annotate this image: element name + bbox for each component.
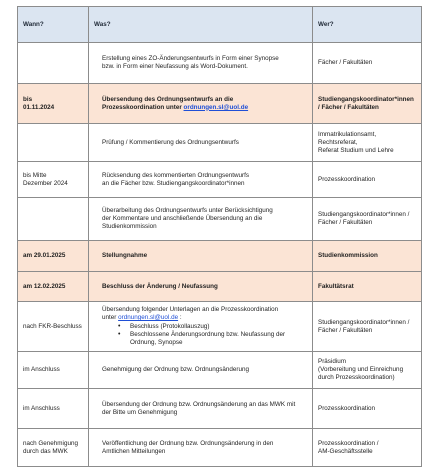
cell-was: Stellungnahme [89,241,313,272]
table-row [18,198,422,241]
table-row [18,162,422,198]
list-item: • Beschlossene Änderungsordnung bzw. Neufassung der Ordnung, Synopse [102,331,307,347]
email-link[interactable]: ordnungen.sl@uol.de [183,103,249,111]
header-was: Was? [89,7,313,43]
cell-wer: Studiengangskoordinator*innen / Fächer / Fakultäten [313,302,422,352]
cell-wann: bis Mitte Dezember 2024 [18,162,89,198]
cell-was: Veröffentlichung der Ordnung bzw. Ordnungsänderung in den Amtlichen Mitteilungen [89,429,313,467]
cell-wer: Studienkommission [313,241,422,272]
cell-wer: Immatrikulationsamt, Rechtsreferat, Referat Studium und Lehre [313,124,422,162]
header-wer: Wer? [313,7,422,43]
email-link[interactable]: ordnungen.sl@uol.de [118,314,179,321]
cell-was: Übersendung der Ordnung bzw. Ordnungsänderung an das MWK mit der Bitte um Genehmigung [89,389,313,429]
header-wann: Wann? [18,7,89,43]
table-row [18,302,422,352]
cell-was: Übersendung des Ordnungsentwurfs an die Prozesskoordination unter ordnungen.sl@uol.de [89,84,313,124]
cell-was: Überarbeitung des Ordnungsentwurfs unter Berücksichtigung der Kommentare und anschließende Übersendung an die Studienkommission [89,198,313,241]
cell-wann: am 12.02.2025 [18,272,89,302]
process-table-container [17,6,421,467]
cell-wann: im Anschluss [18,352,89,389]
process-table [17,6,422,467]
table-header-row [18,7,422,43]
table-row [18,389,422,429]
cell-wer: Prozesskoordination [313,389,422,429]
cell-wann: am 29.01.2025 [18,241,89,272]
cell-wann: bis 01.11.2024 [18,84,89,124]
cell-wer: Studiengangskoordinator*innen / Fächer / Fakultäten [313,198,422,241]
cell-wann: im Anschluss [18,389,89,429]
cell-wer: Studiengangskoordinator*innen / Fächer / Fakultäten [313,84,422,124]
cell-was: Genehmigung der Ordnung bzw. Ordnungsänderung [89,352,313,389]
table-row-highlight [18,272,422,302]
cell-was: Erstellung eines ZO-Änderungsentwurfs in Form einer Synopse bzw. in Form einer Neufassung als Word-Dokument. [89,43,313,84]
table-row [18,43,422,84]
cell-wer: Prozesskoordination / AM-Geschäftsstelle [313,429,422,467]
cell-wann: nach Genehmigung durch das MWK [18,429,89,467]
cell-wann [18,198,89,241]
cell-wer: Präsidium (Vorbereitung und Einreichung durch Prozesskoordination) [313,352,422,389]
table-row [18,429,422,467]
cell-wer: Fakultätsrat [313,272,422,302]
cell-was: Übersendung folgender Unterlagen an die Prozesskoordination unter ordnungen.sl@uol.de : • Beschluss (Protokollauszug) • Beschlossene Änderungsordnung bzw. Neufassung der Ordnung, Synopse [89,302,313,352]
cell-wann [18,43,89,84]
table-row [18,352,422,389]
cell-wann [18,124,89,162]
cell-was: Prüfung / Kommentierung des Ordnungsentwurfs [89,124,313,162]
document-list [102,323,307,347]
table-row-highlight [18,241,422,272]
cell-was: Rücksendung des kommentierten Ordnungsentwurfs an die Fächer bzw. Studiengangskoordinator*innen [89,162,313,198]
table-row-highlight [18,84,422,124]
cell-wer: Prozesskoordination [313,162,422,198]
cell-was: Beschluss der Änderung / Neufassung [89,272,313,302]
table-row [18,124,422,162]
cell-wer: Fächer / Fakultäten [313,43,422,84]
cell-wann: nach FKR-Beschluss [18,302,89,352]
list-item: • Beschluss (Protokollauszug) [102,323,307,331]
